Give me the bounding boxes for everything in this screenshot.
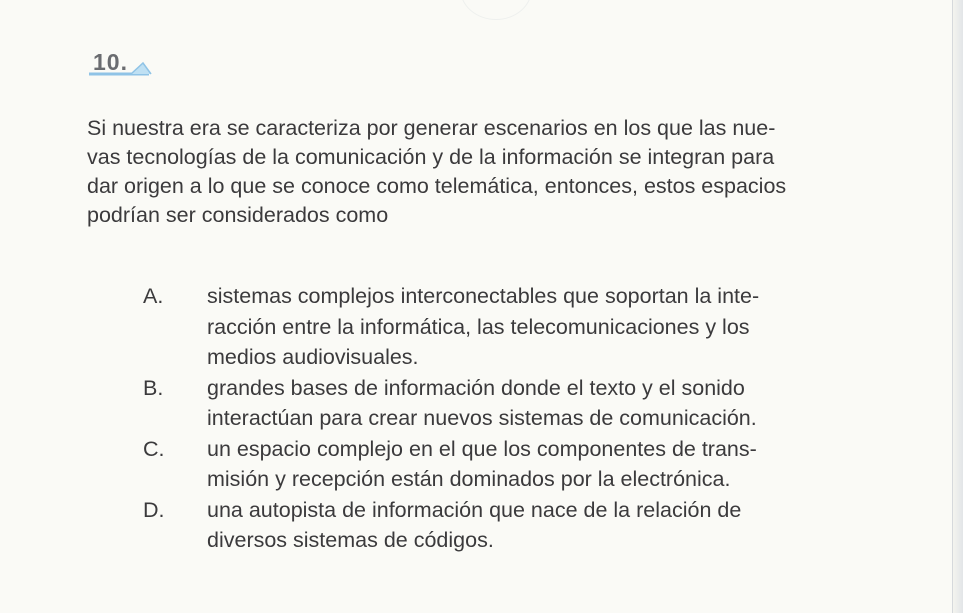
option-line: misión y recepción están dominados por la electrónica. [207,467,731,491]
option-d[interactable] [143,495,903,556]
question-number: 10. [93,49,128,75]
option-letter: A. [143,284,164,308]
option-line: un espacio complejo en el que los componentes de trans- [207,436,757,461]
stem-line: vas tecnologías de la comunicación y de la información se integran para [87,145,775,169]
option-letter: B. [143,375,164,400]
option-line: interactúan para crear nuevos sistemas de comunicación. [207,406,757,430]
stem-line: Si nuestra era se caracteriza por generar escenarios en los que las nue- [87,116,776,140]
page-edge [952,0,963,613]
option-line: diversos sistemas de códigos. [207,528,494,552]
answer-options [143,281,903,556]
stem-line: dar origen a lo que se conoce como telemática, entonces, estos espacios [87,174,787,198]
option-line: una autopista de información que nace de la relación de [207,497,742,522]
question-stem [87,114,951,230]
option-line: medios audiovisuales. [207,345,419,369]
option-a[interactable] [143,281,903,373]
option-line: racción entre la informática, las telecomunicaciones y los [207,314,750,339]
faint-stamp-outline [460,0,532,20]
option-text [207,281,903,373]
option-b[interactable] [143,373,903,434]
option-line: grandes bases de información donde el texto y el sonido [207,375,745,400]
option-letter: D. [143,497,165,522]
stem-line: podrían ser considerados como [87,203,389,227]
option-c[interactable] [143,434,903,495]
option-line: sistemas complejos interconectables que soportan la inte- [207,284,760,308]
option-text [207,495,903,556]
option-text [207,434,903,495]
question-number-badge [85,43,155,77]
option-text [207,373,903,434]
option-letter: C. [143,436,165,461]
